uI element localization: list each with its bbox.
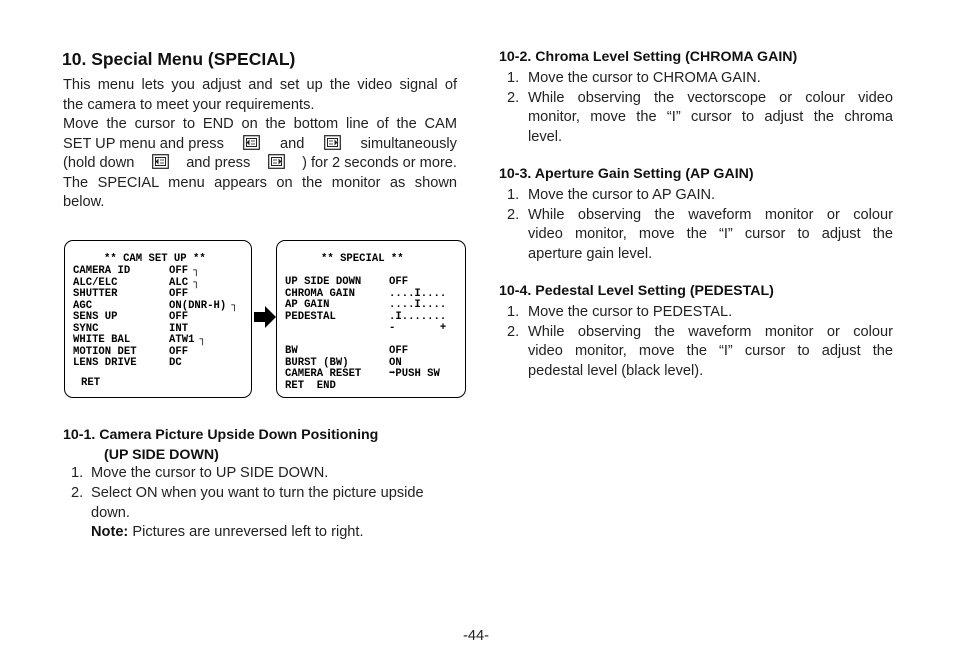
- submenu-mark-icon: ┐: [193, 276, 200, 289]
- cam-setup-label: LENS DRIVE: [73, 357, 137, 369]
- cam-setup-label: ALC/ELC: [73, 276, 118, 289]
- special-value: ON: [389, 356, 402, 369]
- sub1-step-1-text: Move the cursor to UP SIDE DOWN.: [91, 465, 329, 481]
- cam-setup-value-text: OFF: [169, 345, 189, 358]
- submenu-mark-icon: ┐: [199, 334, 206, 346]
- sub2-title: 10-2. Chroma Level Setting (CHROMA GAIN): [499, 49, 798, 65]
- step-number: 1.: [71, 465, 84, 481]
- submenu-mark-icon: ┐: [231, 299, 238, 312]
- special-value: .I.......: [389, 310, 447, 323]
- step-number: 1.: [507, 70, 520, 86]
- special-title: ** SPECIAL **: [321, 253, 404, 265]
- step-number: 2.: [507, 323, 520, 340]
- move-line-3b: and press: [186, 155, 251, 171]
- sub1-step-2-line-2: down.: [91, 504, 130, 521]
- sub4-step-2-line: pedestal level (black level).: [528, 362, 704, 379]
- right-button-icon: [268, 154, 285, 169]
- move-line-3: [63, 154, 457, 174]
- sub1-note: [91, 523, 364, 543]
- cam-setup-value-text: ALC: [169, 276, 189, 289]
- special-label: BW: [285, 345, 298, 357]
- cam-setup-menu-screen: [64, 240, 252, 398]
- cam-setup-value-text: OFF: [169, 311, 189, 323]
- sub2-step-2-line: monitor, move the “I” cursor to adjust the chroma: [528, 109, 893, 125]
- step-number: 2.: [507, 206, 520, 223]
- special-label: CHROMA GAIN: [285, 287, 355, 300]
- move-line-3c: ) for 2 seconds or more.: [302, 155, 457, 171]
- move-line-3a: (hold down: [63, 155, 135, 171]
- cam-setup-label: WHITE BAL: [73, 334, 131, 346]
- move-line-5: below.: [63, 194, 105, 210]
- sub1-step-1: [71, 464, 83, 484]
- sub4-step-2-line: While observing the waveform monitor or colour: [528, 323, 893, 340]
- sub1-step-2-line-1: Select ON when you want to turn the picture upside: [91, 485, 424, 501]
- move-line-1: Move the cursor to END on the bottom line of the CAM: [63, 116, 457, 132]
- special-value: ....I....: [389, 299, 447, 311]
- step-number: 1.: [507, 304, 520, 320]
- sub4-step-2-line: video monitor, move the “I” cursor to adjust the: [528, 343, 893, 359]
- special-label: BURST (BW): [285, 356, 349, 369]
- intro-line-1: This menu lets you adjust and set up the video signal of: [63, 77, 457, 93]
- sub3-title: 10-3. Aperture Gain Setting (AP GAIN): [499, 166, 754, 182]
- cam-setup-label: SENS UP: [73, 311, 118, 323]
- cam-setup-label: SYNC: [73, 322, 99, 335]
- sub1-step-2-number: 2.: [71, 485, 84, 501]
- special-value: - +: [389, 322, 447, 334]
- cam-setup-value-text: ON(DNR-H): [169, 299, 227, 312]
- special-label: UP SIDE DOWN: [285, 276, 362, 288]
- move-line-2: [63, 135, 457, 155]
- cam-setup-ret: RET: [81, 377, 101, 389]
- sub2-step-1: Move the cursor to CHROMA GAIN.: [528, 70, 761, 86]
- cam-setup-value-text: OFF: [169, 265, 189, 277]
- page-number: -44-: [463, 628, 489, 644]
- cam-setup-label: MOTION DET: [73, 345, 137, 358]
- special-value: OFF: [389, 276, 409, 288]
- cam-setup-label: CAMERA ID: [73, 265, 131, 277]
- right-button-icon: [324, 135, 341, 150]
- left-button-icon: [243, 135, 260, 150]
- section-title: 10. Special Menu (SPECIAL): [62, 49, 296, 69]
- move-line-2b: and: [279, 135, 305, 152]
- intro-line-2: the camera to meet your requirements.: [63, 96, 315, 113]
- step-number: 1.: [507, 187, 520, 203]
- move-line-4: The SPECIAL menu appears on the monitor as shown: [63, 174, 457, 191]
- cam-setup-label: SHUTTER: [73, 288, 118, 300]
- note-label: Note:: [91, 524, 129, 540]
- cam-setup-value-text: INT: [169, 322, 189, 335]
- note-text: Pictures are unreversed left to right.: [132, 524, 364, 540]
- cam-setup-value-text: OFF: [169, 288, 189, 300]
- sub2-step-2-line: level.: [528, 128, 563, 145]
- sub3-step-1: Move the cursor to AP GAIN.: [528, 187, 716, 203]
- sub3-step-2-line: video monitor, move the “I” cursor to adjust the: [528, 226, 893, 242]
- sub1-title-line-2: (UP SIDE DOWN): [104, 447, 219, 463]
- sub1-title-line-1: 10-1. Camera Picture Upside Down Positioning: [63, 427, 379, 443]
- sub4-title: 10-4. Pedestal Level Setting (PEDESTAL): [499, 283, 774, 299]
- special-menu-screen: [276, 240, 466, 398]
- special-label: RET END: [285, 379, 336, 392]
- sub3-step-2-line: aperture gain level.: [528, 245, 653, 262]
- arrow-right-icon: [254, 306, 276, 333]
- submenu-mark-icon: ┐: [193, 265, 200, 277]
- special-value: OFF: [389, 345, 409, 357]
- move-line-2a: SET UP menu and press: [63, 135, 224, 152]
- special-label: PEDESTAL: [285, 310, 336, 323]
- step-number: 2.: [507, 89, 520, 106]
- cam-setup-label: AGC: [73, 299, 93, 312]
- cam-setup-title: ** CAM SET UP **: [104, 253, 206, 265]
- sub4-step-1: Move the cursor to PEDESTAL.: [528, 304, 733, 320]
- move-line-2c: simultaneously: [360, 135, 457, 152]
- sub3-step-2-line: While observing the waveform monitor or colour: [528, 206, 893, 223]
- left-button-icon: [152, 154, 169, 169]
- cam-setup-value-text: DC: [169, 357, 182, 369]
- sub2-step-2-line: While observing the vectorscope or colour video: [528, 89, 893, 106]
- special-label: AP GAIN: [285, 299, 330, 311]
- special-value: ....I....: [389, 287, 447, 300]
- special-label: CAMERA RESET: [285, 368, 362, 380]
- cam-setup-value: [169, 358, 182, 370]
- special-value: ➡PUSH SW: [389, 368, 440, 380]
- cam-setup-value-text: ATW1: [169, 334, 195, 346]
